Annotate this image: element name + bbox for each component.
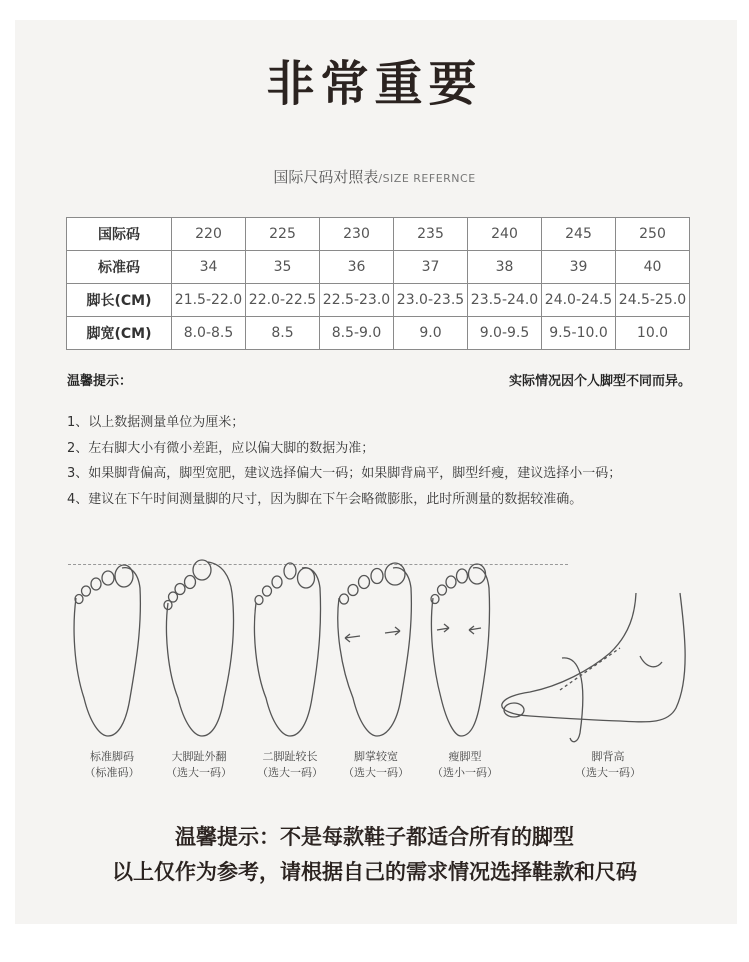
row-header: 国际码 xyxy=(67,218,172,251)
foot-name: 瘦脚型 xyxy=(448,750,482,763)
foot-advice: （选大一码） xyxy=(575,766,641,779)
foot-advice: （标准码） xyxy=(84,766,140,779)
table-cell: 8.5-9.0 xyxy=(320,317,394,350)
table-cell: 9.0 xyxy=(394,317,468,350)
foot-caption xyxy=(331,749,421,781)
foot-caption xyxy=(67,749,157,781)
note-item: 4、建议在下午时间测量脚的尺寸，因为脚在下午会略微膨胀，此时所测量的数据较准确。 xyxy=(67,491,583,507)
table-cell: 21.5-22.0 xyxy=(172,284,246,317)
foot-caption xyxy=(563,749,653,781)
table-row xyxy=(67,317,690,350)
foot-name: 脚背高 xyxy=(591,750,625,763)
subtitle xyxy=(0,166,749,187)
foot-name: 标准脚码 xyxy=(90,750,134,763)
table-cell: 22.0-22.5 xyxy=(246,284,320,317)
table-cell: 23.0-23.5 xyxy=(394,284,468,317)
bottom-tip-line1: 温馨提示：不是每款鞋子都适合所有的脚型 xyxy=(175,825,574,849)
table-cell: 24.5-25.0 xyxy=(616,284,690,317)
tip-label: 温馨提示： xyxy=(67,374,133,389)
notes-list xyxy=(67,410,707,512)
foot-name: 二脚趾较长 xyxy=(262,750,318,763)
table-cell: 34 xyxy=(172,251,246,284)
table-cell: 9.5-10.0 xyxy=(542,317,616,350)
table-cell: 22.5-23.0 xyxy=(320,284,394,317)
wide-forefoot-icon xyxy=(338,563,412,736)
table-row xyxy=(67,251,690,284)
table-cell: 37 xyxy=(394,251,468,284)
row-header: 标准码 xyxy=(67,251,172,284)
foot-name: 脚掌较宽 xyxy=(354,750,398,763)
table-cell: 225 xyxy=(246,218,320,251)
slim-foot-icon xyxy=(431,564,490,736)
note-item: 2、左右脚大小有微小差距，应以偏大脚的数据为准； xyxy=(67,440,375,456)
table-cell: 36 xyxy=(320,251,394,284)
subtitle-cn: 国际尺码对照表 xyxy=(273,168,379,186)
table-cell: 245 xyxy=(542,218,616,251)
long-second-toe-foot-icon xyxy=(254,563,320,736)
table-cell: 38 xyxy=(468,251,542,284)
standard-foot-icon xyxy=(74,565,140,736)
foot-caption xyxy=(420,749,510,781)
foot-name: 大脚趾外翻 xyxy=(171,750,227,763)
table-row xyxy=(67,218,690,251)
table-cell: 23.5-24.0 xyxy=(468,284,542,317)
table-cell: 8.0-8.5 xyxy=(172,317,246,350)
bunion-foot-icon xyxy=(164,560,234,736)
subtitle-en: /SIZE REFERNCE xyxy=(378,172,476,185)
table-cell: 24.0-24.5 xyxy=(542,284,616,317)
table-cell: 35 xyxy=(246,251,320,284)
foot-caption xyxy=(245,749,335,781)
high-instep-foot-icon xyxy=(502,593,685,742)
table-row xyxy=(67,284,690,317)
table-cell: 240 xyxy=(468,218,542,251)
page-title: 非常重要 xyxy=(266,56,483,112)
foot-advice: （选大一码） xyxy=(343,766,409,779)
foot-advice: （选小一码） xyxy=(432,766,498,779)
table-cell: 39 xyxy=(542,251,616,284)
table-cell: 220 xyxy=(172,218,246,251)
row-header: 脚长(CM) xyxy=(67,284,172,317)
table-cell: 40 xyxy=(616,251,690,284)
table-cell: 10.0 xyxy=(616,317,690,350)
size-table xyxy=(66,217,690,350)
foot-advice: （选大一码） xyxy=(166,766,232,779)
table-cell: 9.0-9.5 xyxy=(468,317,542,350)
foot-advice: （选大一码） xyxy=(257,766,323,779)
note-item: 1、以上数据测量单位为厘米； xyxy=(67,415,245,430)
table-cell: 230 xyxy=(320,218,394,251)
bottom-tip-line2: 以上仅作为参考，请根据自己的需求情况选择鞋款和尺码 xyxy=(112,860,637,884)
table-cell: 8.5 xyxy=(246,317,320,350)
foot-caption xyxy=(154,749,244,781)
table-cell: 235 xyxy=(394,218,468,251)
foot-illustrations xyxy=(60,558,700,748)
note-item: 3、如果脚背偏高，脚型宽肥，建议选择偏大一码；如果脚背扁平，脚型纤瘦，建议选择小一码； xyxy=(67,466,622,481)
row-header: 脚宽(CM) xyxy=(67,317,172,350)
table-cell: 250 xyxy=(616,218,690,251)
tip-disclaimer: 实际情况因个人脚型不同而异。 xyxy=(508,374,691,389)
